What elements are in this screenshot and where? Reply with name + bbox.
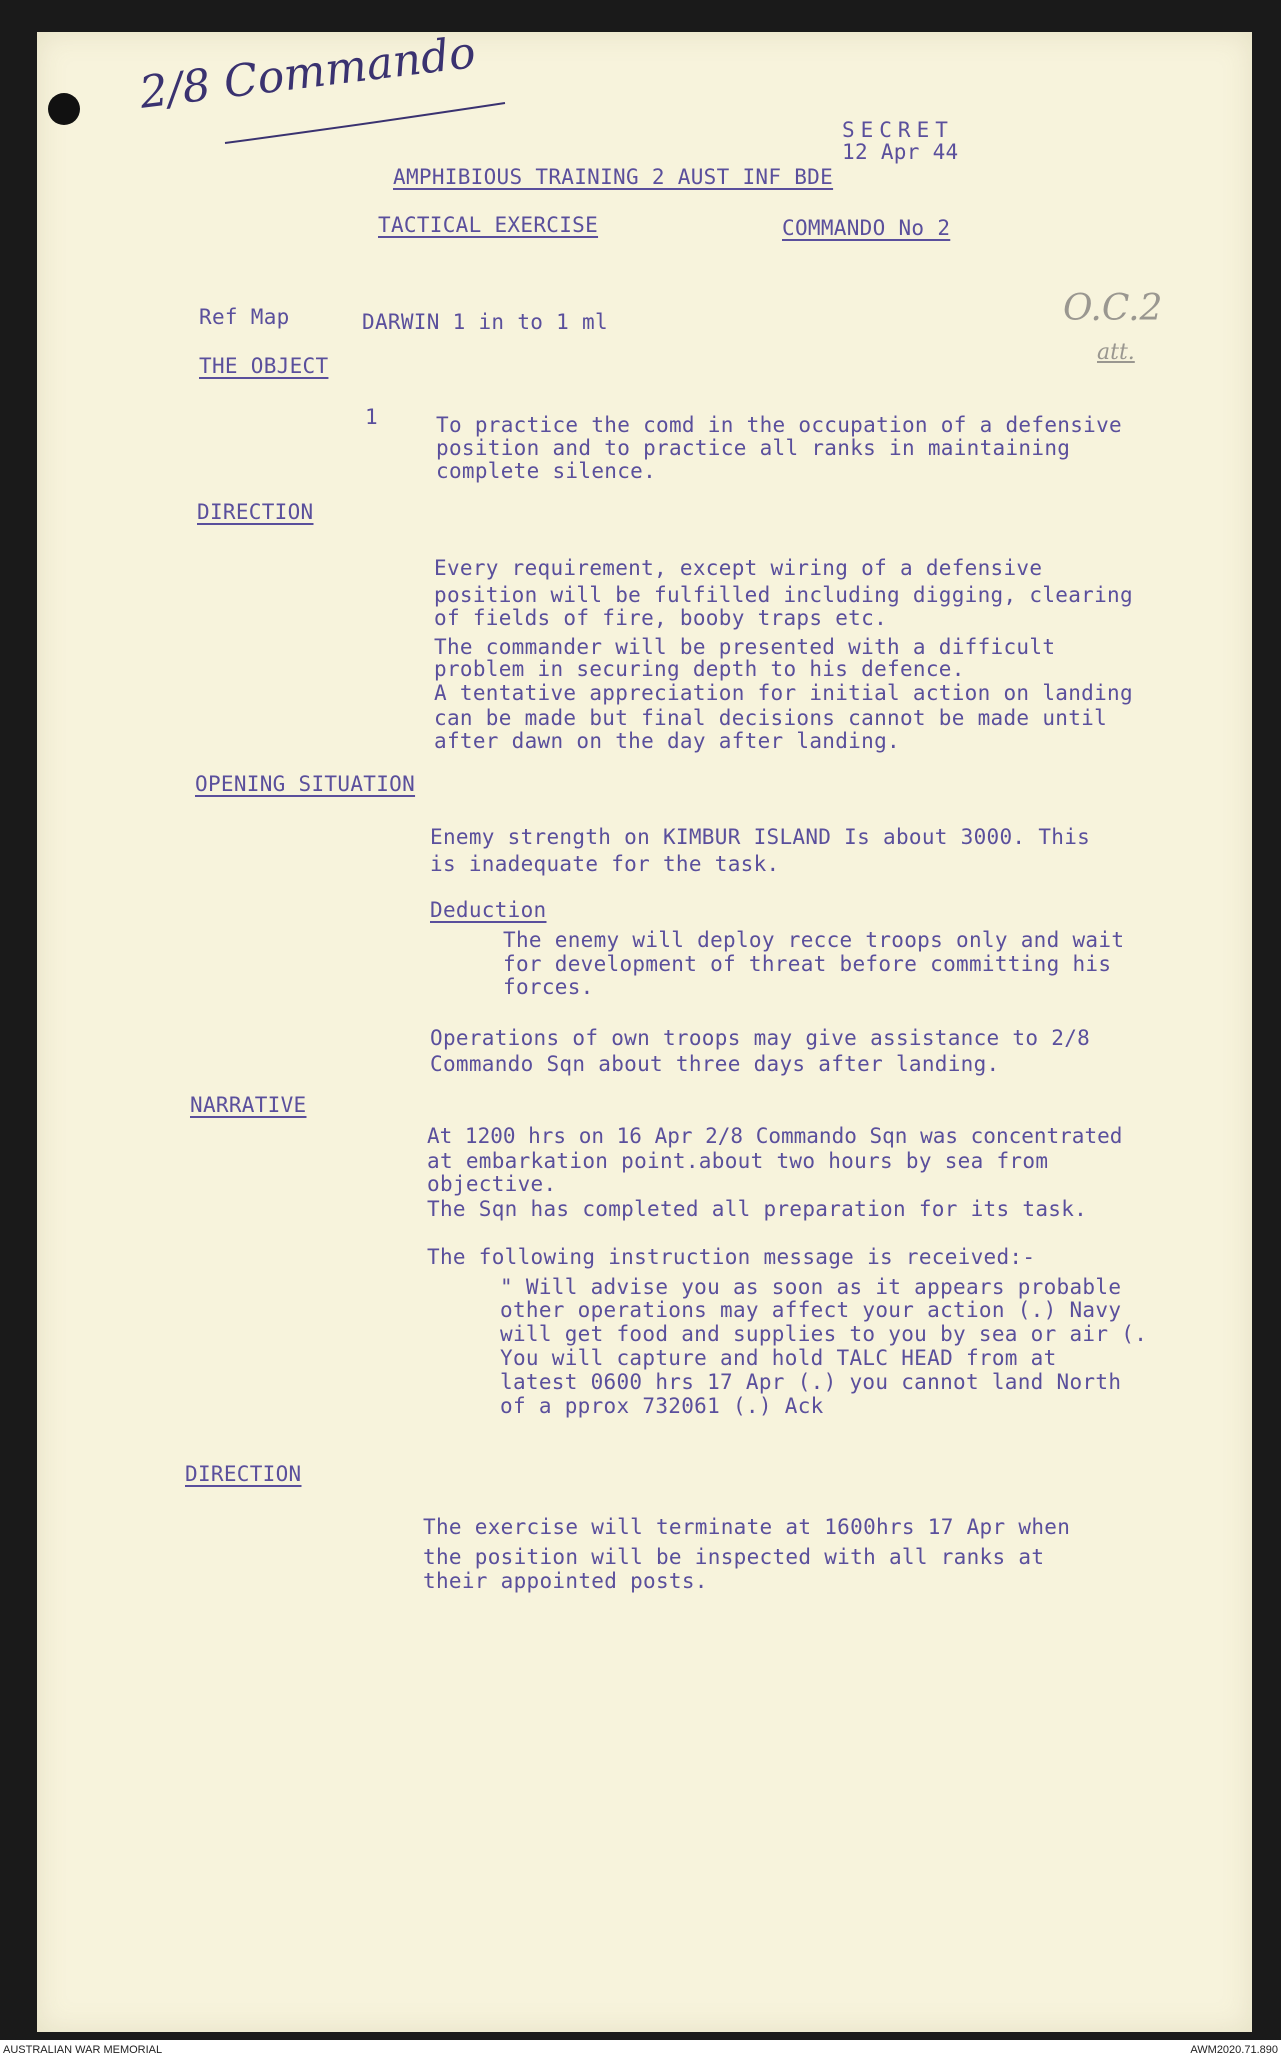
pencil-mark: O.C.2	[1063, 288, 1163, 329]
direction-line: position will be fulfilled including digging, clearing	[434, 583, 1133, 607]
deduction-heading: Deduction	[430, 898, 547, 922]
message-line: of a pprox 732061 (.) Ack	[500, 1394, 824, 1418]
operations-line: Commando Sqn about three days after landing.	[430, 1052, 1000, 1076]
message-line: other operations may affect your action (.) Navy	[500, 1298, 1122, 1322]
message-line: will get food and supplies to you by sea or air (.	[500, 1322, 1148, 1346]
message-line: You will capture and hold TALC HEAD from at	[500, 1346, 1057, 1370]
handwritten-underline	[220, 95, 520, 155]
ref-map-label: Ref Map	[199, 305, 290, 329]
narrative-line: at embarkation point.about two hours by sea from	[427, 1149, 1049, 1173]
deduction-line: forces.	[503, 975, 594, 999]
direction-line: The commander will be presented with a difficult	[434, 635, 1056, 659]
direction2-line: their appointed posts.	[423, 1569, 708, 1593]
archive-reference: AWM2020.71.890	[1190, 2044, 1278, 2056]
exercise-name: COMMANDO No 2	[782, 216, 951, 240]
archive-label: AUSTRALIAN WAR MEMORIAL	[3, 2044, 163, 2056]
narrative-line: objective.	[427, 1172, 557, 1196]
narrative-line: The Sqn has completed all preparation for its task.	[427, 1197, 1088, 1221]
direction-line: A tentative appreciation for initial action on landing	[434, 681, 1133, 705]
direction-line: can be made but final decisions cannot be made until	[434, 706, 1108, 730]
document-date: 12 Apr 44	[842, 140, 959, 164]
object-line: To practice the comd in the occupation of a defensive	[436, 413, 1122, 437]
object-line: position and to practice all ranks in maintaining	[436, 436, 1071, 460]
object-line: complete silence.	[436, 459, 657, 483]
opening-situation-line: is inadequate for the task.	[430, 852, 780, 876]
operations-line: Operations of own troops may give assistance to 2/8	[430, 1026, 1091, 1050]
opening-situation-line: Enemy strength on KIMBUR ISLAND Is about 3000. This	[430, 825, 1091, 849]
exercise-label: TACTICAL EXERCISE	[378, 213, 599, 237]
message-intro: The following instruction message is received:-	[427, 1245, 1036, 1269]
object-heading: THE OBJECT	[199, 354, 329, 378]
classification-label: SECRET	[842, 118, 954, 142]
handwritten-heading: 2/8 Commando	[136, 27, 479, 119]
direction2-heading: DIRECTION	[185, 1462, 302, 1486]
direction-line: after dawn on the day after landing.	[434, 729, 900, 753]
direction-line: Every requirement, except wiring of a defensive	[434, 556, 1043, 580]
ref-map-value: DARWIN 1 in to 1 ml	[362, 310, 608, 334]
object-paragraph-number: 1	[365, 405, 378, 429]
direction-line: problem in securing depth to his defence.	[434, 657, 965, 681]
direction-line: of fields of fire, booby traps etc.	[434, 606, 888, 630]
pencil-initials: att.	[1097, 340, 1135, 365]
direction-heading: DIRECTION	[197, 500, 314, 524]
direction2-line: The exercise will terminate at 1600hrs 17 Apr when	[423, 1515, 1071, 1539]
deduction-line: for development of threat before committing his	[503, 952, 1112, 976]
narrative-heading: NARRATIVE	[190, 1093, 307, 1117]
message-line: " Will advise you as soon as it appears probable	[500, 1275, 1122, 1299]
punch-hole	[48, 93, 80, 125]
deduction-line: The enemy will deploy recce troops only and wait	[503, 928, 1125, 952]
unit-title: AMPHIBIOUS TRAINING 2 AUST INF BDE	[393, 165, 834, 189]
direction2-line: the position will be inspected with all ranks at	[423, 1545, 1045, 1569]
message-line: latest 0600 hrs 17 Apr (.) you cannot land North	[500, 1370, 1122, 1394]
opening-situation-heading: OPENING SITUATION	[195, 772, 416, 796]
narrative-line: At 1200 hrs on 16 Apr 2/8 Commando Sqn was concentrated	[427, 1124, 1123, 1148]
